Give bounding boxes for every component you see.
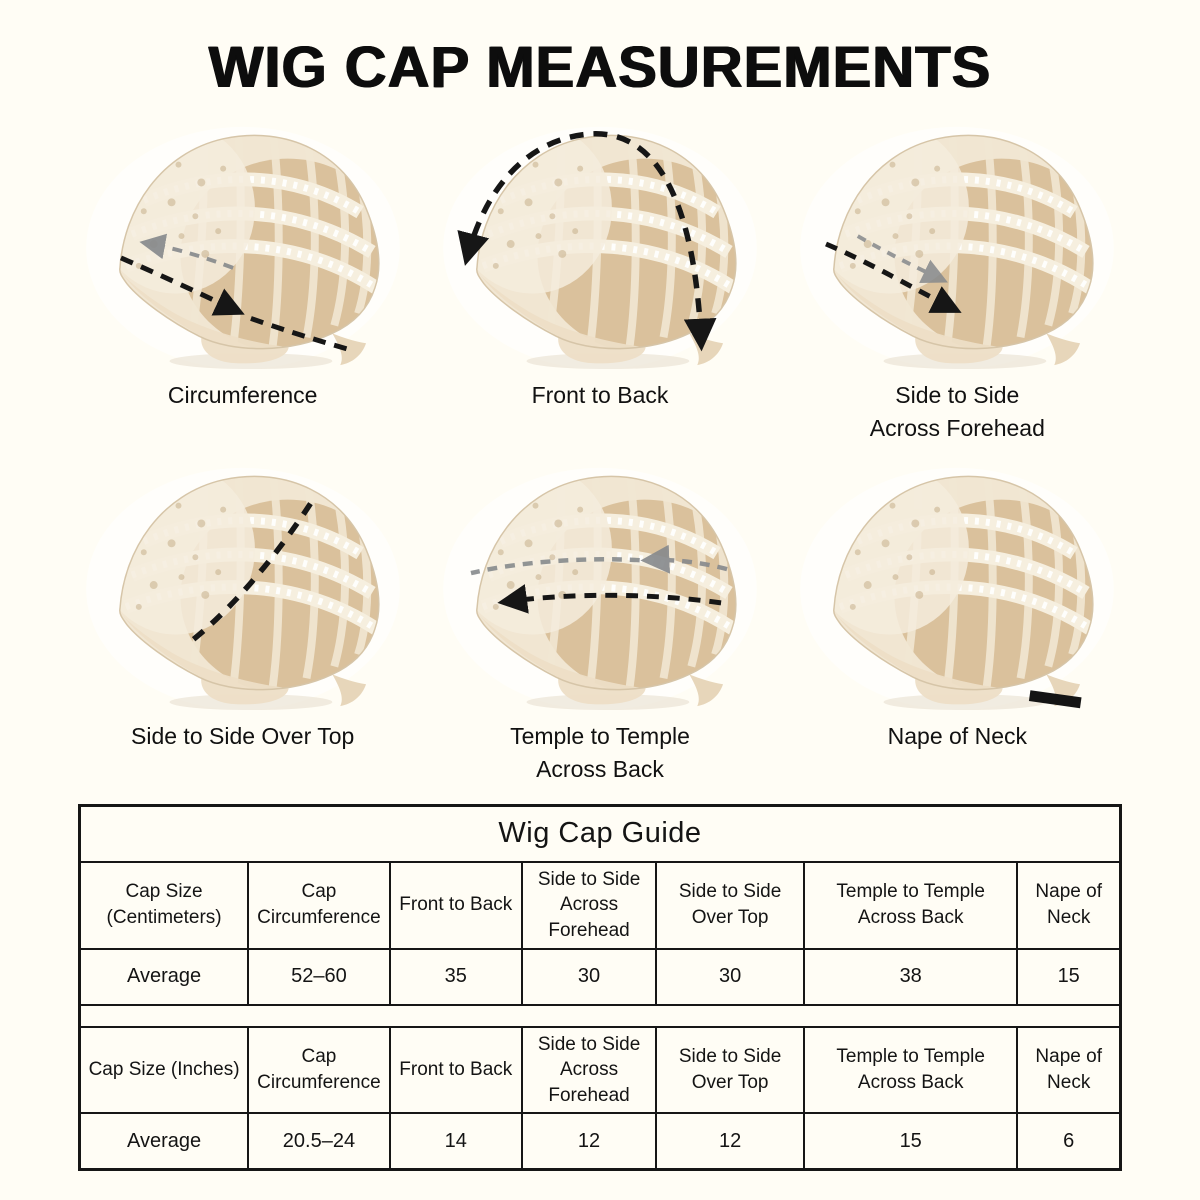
spacer-cell bbox=[80, 1005, 1121, 1027]
data-cell: 52–60 bbox=[248, 949, 390, 1005]
page-title: WIG CAP MEASUREMENTS bbox=[208, 35, 992, 100]
data-cell: 14 bbox=[390, 1113, 522, 1170]
caption-line: Across Forehead bbox=[869, 414, 1045, 441]
table-spacer-row bbox=[80, 1005, 1121, 1027]
wig-cap-illustration bbox=[795, 458, 1119, 716]
data-cell: 20.5–24 bbox=[248, 1113, 390, 1170]
table-header-row-cm bbox=[80, 862, 1121, 949]
figure-side-to-side-across-forehead bbox=[779, 117, 1136, 444]
table-data-row-cm bbox=[80, 949, 1121, 1005]
wig-cap-illustration bbox=[438, 458, 762, 716]
caption-line: Side to Side Over Top bbox=[131, 723, 355, 750]
data-cell: 30 bbox=[656, 949, 804, 1005]
table-title: Wig Cap Guide bbox=[80, 805, 1121, 862]
header-cell: Cap Circumference bbox=[248, 862, 390, 949]
data-cell: Average bbox=[80, 1113, 249, 1170]
table-data-row-in bbox=[80, 1113, 1121, 1170]
wig-cap-illustration bbox=[81, 117, 405, 375]
figure-caption bbox=[888, 720, 1027, 753]
caption-line: Circumference bbox=[167, 382, 318, 408]
figure-temple-to-temple-across-back bbox=[421, 458, 778, 785]
data-cell: Average bbox=[80, 949, 249, 1005]
header-cell: Side to Side Over Top bbox=[656, 862, 804, 949]
header-cell: Front to Back bbox=[390, 862, 522, 949]
data-cell: 35 bbox=[390, 949, 522, 1005]
figure-side-to-side-over-top bbox=[64, 458, 421, 785]
figure-caption bbox=[510, 720, 690, 785]
caption-line: Front to Back bbox=[531, 382, 669, 408]
data-cell: 30 bbox=[522, 949, 656, 1005]
wig-cap-guide-table bbox=[78, 804, 1122, 1172]
header-cell: Side to Side Over Top bbox=[656, 1027, 804, 1114]
data-cell: 15 bbox=[1017, 949, 1120, 1005]
caption-line: Side to Side bbox=[895, 382, 1020, 408]
caption-line: Temple to Temple bbox=[510, 723, 690, 750]
data-cell: 12 bbox=[656, 1113, 804, 1170]
caption-line: Across Back bbox=[536, 755, 664, 782]
data-cell: 38 bbox=[804, 949, 1017, 1005]
data-cell: 12 bbox=[522, 1113, 656, 1170]
header-cell: Cap Size (Inches) bbox=[80, 1027, 249, 1114]
header-cell: Temple to Temple Across Back bbox=[804, 1027, 1017, 1114]
wig-cap-illustration bbox=[795, 117, 1119, 375]
header-cell: Side to Side Across Forehead bbox=[522, 1027, 656, 1114]
header-cell: Temple to Temple Across Back bbox=[804, 862, 1017, 949]
header-cell: Cap Size (Centimeters) bbox=[80, 862, 249, 949]
data-cell: 6 bbox=[1017, 1113, 1120, 1170]
header-cell: Nape of Neck bbox=[1017, 1027, 1120, 1114]
wig-cap-illustration bbox=[438, 117, 762, 375]
header-cell: Side to Side Across Forehead bbox=[522, 862, 656, 949]
wig-cap-illustration bbox=[81, 458, 405, 716]
measurement-figures-grid bbox=[64, 117, 1136, 786]
header-cell: Cap Circumference bbox=[248, 1027, 390, 1114]
data-cell: 15 bbox=[804, 1113, 1017, 1170]
figure-caption bbox=[532, 379, 669, 412]
figure-circumference bbox=[64, 117, 421, 444]
caption-line: Nape of Neck bbox=[887, 723, 1027, 750]
figure-caption bbox=[870, 379, 1045, 444]
figure-front-to-back bbox=[421, 117, 778, 444]
header-cell: Front to Back bbox=[390, 1027, 522, 1114]
figure-nape-of-neck bbox=[779, 458, 1136, 785]
figure-caption bbox=[168, 379, 318, 412]
table-header-row-in bbox=[80, 1027, 1121, 1114]
header-cell: Nape of Neck bbox=[1017, 862, 1120, 949]
figure-caption bbox=[131, 720, 354, 753]
table-title-row bbox=[80, 805, 1121, 862]
